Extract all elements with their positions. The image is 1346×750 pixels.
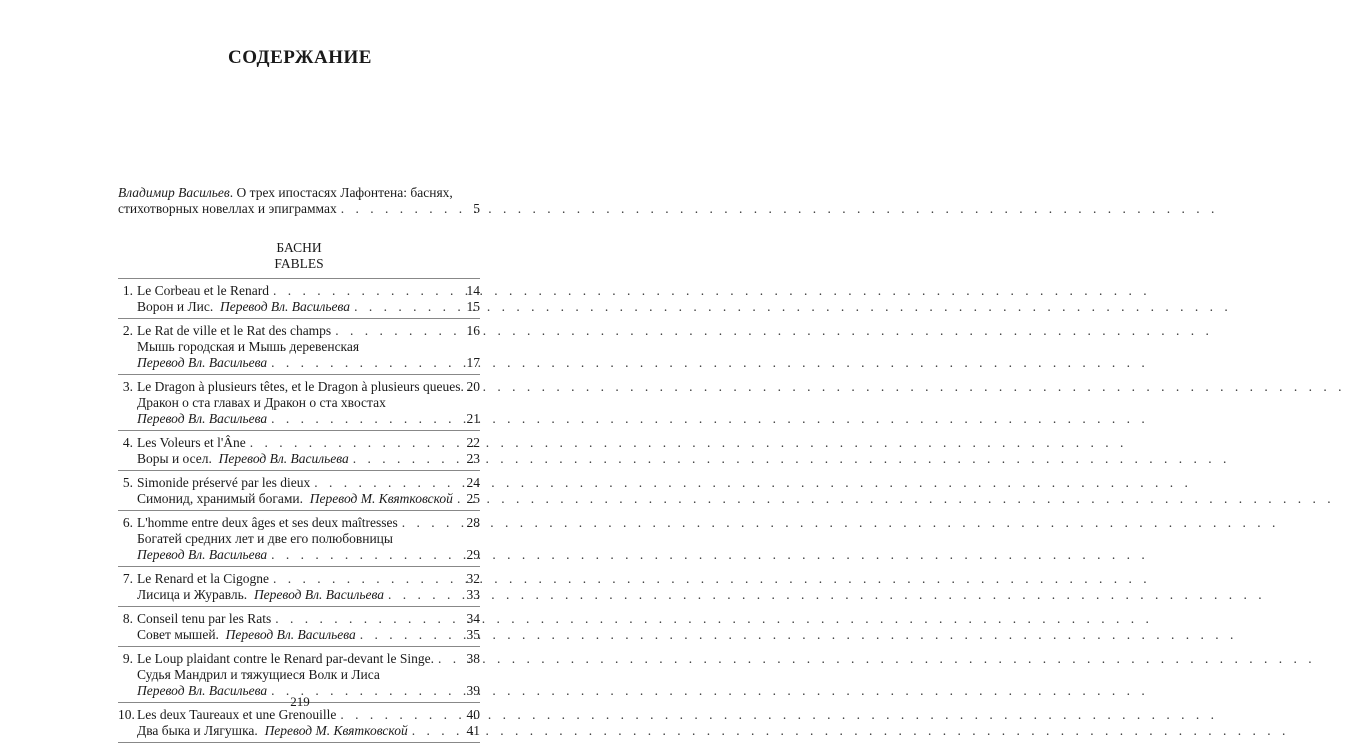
- entries-list: [118, 283, 480, 743]
- entry-divider: [118, 374, 480, 375]
- intro-title-part-2: стихотворных новеллах и эпиграммах: [118, 201, 337, 216]
- intro-author: Владимир Васильев: [118, 185, 230, 200]
- entry-text: [137, 323, 331, 339]
- entry-title: Мышь городская и Мышь деревенская: [137, 339, 360, 354]
- entry-text: [137, 451, 349, 467]
- entry-page: 24: [466, 475, 480, 490]
- toc-entry: [118, 435, 480, 467]
- entry-number: 2.: [122, 323, 133, 338]
- entry-page: 21: [466, 411, 480, 426]
- entry-text: [137, 587, 384, 603]
- entry-page: 23: [466, 451, 480, 466]
- entry-title-line: [118, 323, 480, 339]
- entry-translation-line: [118, 451, 480, 467]
- entry-divider: [118, 606, 480, 607]
- entry-translation-line: [118, 587, 480, 603]
- entry-title-line: [118, 475, 480, 491]
- leader-dots: [271, 411, 1149, 427]
- entry-title: Ворон и Лис.: [137, 299, 214, 314]
- entry-number: 9.: [122, 651, 133, 666]
- entry-translator: Перевод Вл. Васильева: [218, 451, 349, 466]
- entry-translation-line: [118, 491, 480, 507]
- leader-dots: [275, 611, 1153, 627]
- entry-page: 14: [466, 283, 480, 298]
- entry-text: [137, 435, 246, 451]
- leader-dots: [354, 299, 1232, 315]
- entry-text: [137, 395, 386, 411]
- entry-translator: Перевод Вл. Васильева: [137, 547, 268, 562]
- entry-title-line: [118, 379, 480, 395]
- entry-title: Два быка и Лягушка.: [137, 723, 258, 738]
- intro-page: 5: [473, 201, 480, 216]
- entry-divider: [118, 430, 480, 431]
- entry-translator: Перевод М. Квятковской: [264, 723, 408, 738]
- entry-title: L'homme entre deux âges et ses deux maîtresses: [137, 515, 398, 530]
- entry-text: [137, 491, 453, 507]
- entry-title: Совет мышей.: [137, 627, 219, 642]
- entry-text: [137, 547, 267, 563]
- entry-number: 3.: [122, 379, 133, 394]
- entry-page: 20: [466, 379, 480, 394]
- entry-translator: Перевод Вл. Васильева: [253, 587, 385, 602]
- leader-dots: [388, 587, 1266, 603]
- entry-translation-line: [118, 299, 480, 315]
- intro-line-1: [118, 185, 480, 201]
- entry-title: Le Corbeau et le Renard: [137, 283, 269, 298]
- toc-entry: [118, 707, 480, 739]
- entry-text: [137, 723, 408, 739]
- entry-title: Les deux Taureaux et une Grenouille: [137, 707, 337, 722]
- entry-divider: [118, 566, 480, 567]
- toc-entry: [118, 379, 480, 427]
- entry-title: Le Renard et la Cigogne: [137, 571, 269, 586]
- entry-page: 28: [466, 515, 480, 530]
- entry-page: 15: [466, 299, 480, 314]
- entry-page: 17: [466, 355, 480, 370]
- leader-dots: [402, 515, 1280, 531]
- leader-dots: [273, 571, 1151, 587]
- entry-title: Le Loup plaidant contre le Renard par-devant le Singe.: [137, 651, 434, 666]
- entry-divider: [118, 318, 480, 319]
- entry-translation-line: [118, 339, 480, 355]
- entry-page: 41: [466, 723, 480, 738]
- toc-entry: [118, 515, 480, 563]
- entry-number: 5.: [122, 475, 133, 490]
- entry-title-line: [118, 571, 480, 587]
- entry-title: Симонид, хранимый богами.: [137, 491, 304, 506]
- section-divider: [118, 278, 480, 279]
- intro-title-part-1: . О трех ипостасях Лафонтена: баснях,: [229, 185, 453, 200]
- entry-page: 25: [466, 491, 480, 506]
- entry-page: 35: [466, 627, 480, 642]
- toc-entry: [118, 651, 480, 699]
- toc-entry: [118, 283, 480, 315]
- entry-divider: [118, 510, 480, 511]
- leader-dots: [271, 355, 1149, 371]
- entry-text: [137, 355, 267, 371]
- entry-translator: Перевод Вл. Васильева: [137, 411, 268, 426]
- entry-page: 22: [466, 435, 480, 450]
- entry-text: [137, 627, 356, 643]
- section-heading-fr: FABLES: [274, 256, 324, 271]
- entry-title: Le Rat de ville et le Rat des champs: [137, 323, 332, 338]
- entry-title-line: [118, 283, 480, 299]
- leader-dots: [360, 627, 1238, 643]
- entry-title-line: [118, 651, 480, 667]
- entry-translation-line: [118, 547, 480, 563]
- entry-text: [137, 379, 464, 395]
- entry-divider: [118, 646, 480, 647]
- entry-title: Воры и осел.: [137, 451, 212, 466]
- entry-text: [137, 299, 350, 315]
- entry-number: 4.: [122, 435, 133, 450]
- toc-entry: [118, 571, 480, 603]
- leader-dots: [438, 651, 1316, 667]
- page-title: СОДЕРЖАНИЕ: [228, 47, 372, 68]
- toc-entry: [118, 323, 480, 371]
- leader-dots: [250, 435, 1128, 451]
- toc-entry: [118, 475, 480, 507]
- entry-text: [137, 611, 271, 627]
- entry-translator: Перевод М. Квятковской: [309, 491, 453, 506]
- entry-number: 6.: [122, 515, 133, 530]
- entry-number: 8.: [122, 611, 133, 626]
- section-heading: [118, 240, 480, 272]
- intro-entry: [118, 185, 480, 217]
- toc-entry: [118, 611, 480, 643]
- entry-text: [137, 651, 434, 667]
- entry-text: [137, 475, 310, 491]
- entry-title: Судья Мандрил и тяжущиеся Волк и Лиса: [137, 667, 380, 682]
- entry-title: Simonide préservé par les dieux: [137, 475, 311, 490]
- page-number: 219: [290, 694, 310, 709]
- entry-number: 1.: [122, 283, 133, 298]
- entry-translation-line: [118, 531, 480, 547]
- entry-translation-line: [118, 723, 480, 739]
- entry-number: 10.: [118, 707, 135, 722]
- entry-page: 40: [466, 707, 480, 722]
- entry-translation-line: [118, 411, 480, 427]
- leader-dots: [412, 723, 1290, 739]
- entry-text: [137, 571, 269, 587]
- entry-page: 33: [466, 587, 480, 602]
- entry-translator: Перевод Вл. Васильева: [225, 627, 356, 642]
- entry-translator: Перевод Вл. Васильева: [137, 683, 268, 698]
- entry-title: Лисица и Журавль.: [137, 587, 248, 602]
- leader-dots: [353, 451, 1231, 467]
- entry-title: Les Voleurs et l'Âne: [137, 435, 246, 450]
- entry-title: Conseil tenu par les Rats: [137, 611, 272, 626]
- entry-title-line: [118, 435, 480, 451]
- entry-translator: Перевод Вл. Васильева: [137, 355, 268, 370]
- entry-text: [137, 531, 393, 547]
- entry-title: Le Dragon à plusieurs têtes, et le Dragon à plusieurs queues.: [137, 379, 464, 394]
- entry-title: Дракон о ста главах и Дракон о ста хвостах: [137, 395, 386, 410]
- entry-page: 32: [466, 571, 480, 586]
- entry-title-line: [118, 515, 480, 531]
- entry-title: Богатей средних лет и две его полюбовницы: [137, 531, 393, 546]
- entry-page: 39: [466, 683, 480, 698]
- entry-translation-line: [118, 355, 480, 371]
- entry-translation-line: [118, 395, 480, 411]
- entry-page: 16: [466, 323, 480, 338]
- leader-dots: [468, 379, 1346, 395]
- leader-dots: [271, 547, 1149, 563]
- entry-page: 29: [466, 547, 480, 562]
- leader-dots: [457, 491, 1335, 507]
- entry-text: [137, 283, 269, 299]
- entry-translation-line: [118, 667, 480, 683]
- entry-translation-line: [118, 627, 480, 643]
- entry-text: [137, 515, 398, 531]
- entry-text: [137, 667, 380, 683]
- intro-line-2: [118, 201, 480, 217]
- entry-title-line: [118, 611, 480, 627]
- section-heading-ru: БАСНИ: [276, 240, 322, 255]
- entry-divider: [118, 470, 480, 471]
- table-of-contents: [118, 185, 480, 743]
- entry-translator: Перевод Вл. Васильева: [219, 299, 351, 314]
- leader-dots: [314, 475, 1192, 491]
- entry-page: 34: [466, 611, 480, 626]
- entry-number: 7.: [122, 571, 133, 586]
- leader-dots: [273, 283, 1151, 299]
- entry-text: [137, 411, 267, 427]
- entry-divider: [118, 742, 480, 743]
- entry-page: 38: [466, 651, 480, 666]
- entry-text: [137, 339, 359, 355]
